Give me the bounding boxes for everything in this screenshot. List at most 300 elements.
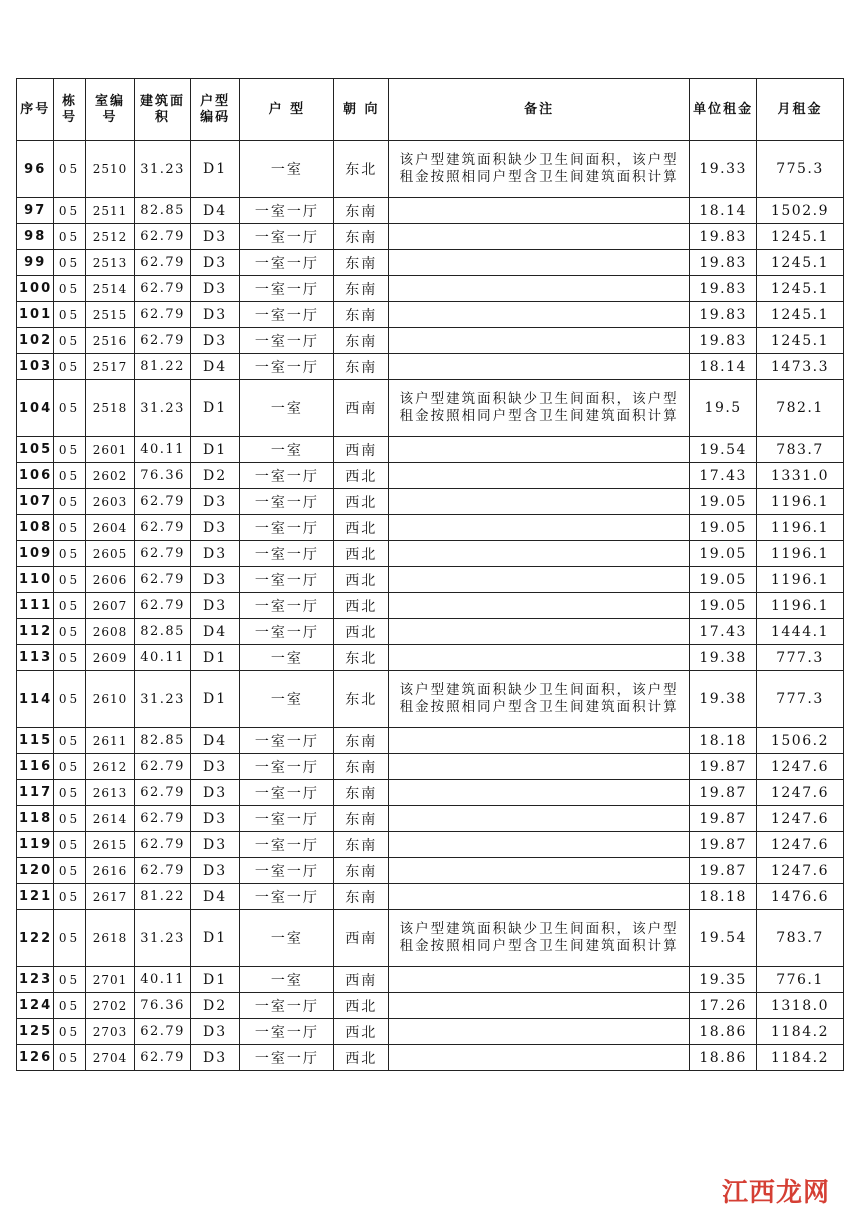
cell-room-no: 2601 [85, 437, 135, 463]
col-header-monthly-rent: 月租金 [756, 79, 843, 141]
table-row [17, 832, 844, 858]
cell-orientation: 东南 [334, 858, 389, 884]
table-row [17, 1019, 844, 1045]
table-row [17, 354, 844, 380]
cell-area: 62.79 [135, 328, 191, 354]
cell-seq: 114 [17, 671, 54, 728]
cell-room-no: 2518 [85, 380, 135, 437]
cell-unit-rent: 19.83 [690, 302, 757, 328]
cell-type: 一室 [240, 671, 334, 728]
table-row [17, 328, 844, 354]
cell-monthly-rent: 1184.2 [756, 1019, 843, 1045]
cell-unit-rent: 17.43 [690, 463, 757, 489]
table-row [17, 993, 844, 1019]
cell-building: 05 [54, 1045, 85, 1071]
cell-type-code: D3 [190, 250, 240, 276]
cell-unit-rent: 19.38 [690, 671, 757, 728]
cell-area: 62.79 [135, 780, 191, 806]
cell-orientation: 西南 [334, 967, 389, 993]
cell-seq: 112 [17, 619, 54, 645]
cell-monthly-rent: 1506.2 [756, 728, 843, 754]
cell-type-code: D1 [190, 910, 240, 967]
table-row [17, 302, 844, 328]
cell-orientation: 西北 [334, 567, 389, 593]
table-row [17, 858, 844, 884]
cell-room-no: 2605 [85, 541, 135, 567]
cell-type-code: D2 [190, 463, 240, 489]
cell-unit-rent: 18.14 [690, 354, 757, 380]
table-row [17, 463, 844, 489]
cell-orientation: 西北 [334, 593, 389, 619]
cell-monthly-rent: 1476.6 [756, 884, 843, 910]
cell-note [389, 515, 690, 541]
cell-room-no: 2511 [85, 198, 135, 224]
cell-orientation: 西北 [334, 1019, 389, 1045]
cell-note [389, 645, 690, 671]
cell-type: 一室一厅 [240, 1045, 334, 1071]
cell-seq: 106 [17, 463, 54, 489]
cell-type: 一室一厅 [240, 1019, 334, 1045]
cell-building: 05 [54, 645, 85, 671]
cell-monthly-rent: 775.3 [756, 141, 843, 198]
cell-area: 62.79 [135, 302, 191, 328]
cell-orientation: 东南 [334, 728, 389, 754]
table-row [17, 250, 844, 276]
col-header-building: 栋号 [54, 79, 85, 141]
cell-type-code: D2 [190, 993, 240, 1019]
cell-note [389, 884, 690, 910]
cell-area: 62.79 [135, 593, 191, 619]
cell-monthly-rent: 1318.0 [756, 993, 843, 1019]
cell-monthly-rent: 1502.9 [756, 198, 843, 224]
table-row [17, 567, 844, 593]
cell-unit-rent: 19.83 [690, 250, 757, 276]
cell-unit-rent: 17.26 [690, 993, 757, 1019]
cell-orientation: 西北 [334, 515, 389, 541]
col-header-area: 建筑面积 [135, 79, 191, 141]
cell-type: 一室一厅 [240, 515, 334, 541]
cell-seq: 125 [17, 1019, 54, 1045]
cell-room-no: 2701 [85, 967, 135, 993]
cell-area: 82.85 [135, 198, 191, 224]
cell-type-code: D1 [190, 671, 240, 728]
cell-unit-rent: 19.87 [690, 806, 757, 832]
cell-building: 05 [54, 354, 85, 380]
cell-orientation: 东南 [334, 302, 389, 328]
cell-room-no: 2517 [85, 354, 135, 380]
cell-area: 76.36 [135, 463, 191, 489]
cell-monthly-rent: 1331.0 [756, 463, 843, 489]
cell-note [389, 780, 690, 806]
cell-room-no: 2611 [85, 728, 135, 754]
table-row [17, 1045, 844, 1071]
cell-note: 该户型建筑面积缺少卫生间面积，该户型租金按照相同户型含卫生间建筑面积计算 [389, 141, 690, 198]
cell-seq: 107 [17, 489, 54, 515]
cell-unit-rent: 19.87 [690, 780, 757, 806]
cell-unit-rent: 19.87 [690, 858, 757, 884]
cell-note [389, 276, 690, 302]
cell-type: 一室一厅 [240, 728, 334, 754]
cell-type: 一室一厅 [240, 593, 334, 619]
cell-room-no: 2617 [85, 884, 135, 910]
cell-monthly-rent: 1473.3 [756, 354, 843, 380]
cell-type-code: D1 [190, 967, 240, 993]
table-header [17, 79, 844, 141]
cell-unit-rent: 19.05 [690, 593, 757, 619]
cell-unit-rent: 17.43 [690, 619, 757, 645]
table-row [17, 728, 844, 754]
cell-seq: 117 [17, 780, 54, 806]
cell-type: 一室一厅 [240, 619, 334, 645]
table-row [17, 593, 844, 619]
cell-orientation: 西北 [334, 463, 389, 489]
cell-area: 76.36 [135, 993, 191, 1019]
cell-note [389, 1045, 690, 1071]
cell-type-code: D3 [190, 1045, 240, 1071]
cell-monthly-rent: 1196.1 [756, 593, 843, 619]
cell-building: 05 [54, 328, 85, 354]
cell-orientation: 东南 [334, 884, 389, 910]
table-row [17, 541, 844, 567]
cell-type-code: D3 [190, 541, 240, 567]
col-header-type-code: 户型编码 [190, 79, 240, 141]
cell-building: 05 [54, 198, 85, 224]
cell-note [389, 328, 690, 354]
cell-note [389, 463, 690, 489]
cell-building: 05 [54, 993, 85, 1019]
cell-monthly-rent: 1184.2 [756, 1045, 843, 1071]
cell-room-no: 2610 [85, 671, 135, 728]
cell-type: 一室一厅 [240, 832, 334, 858]
cell-area: 62.79 [135, 754, 191, 780]
col-header-orientation: 朝 向 [334, 79, 389, 141]
cell-seq: 119 [17, 832, 54, 858]
cell-building: 05 [54, 910, 85, 967]
cell-orientation: 东北 [334, 141, 389, 198]
header-row [17, 79, 844, 141]
cell-type: 一室一厅 [240, 806, 334, 832]
cell-building: 05 [54, 671, 85, 728]
cell-type: 一室一厅 [240, 884, 334, 910]
table-row [17, 224, 844, 250]
cell-seq: 104 [17, 380, 54, 437]
col-header-room-no: 室编号 [85, 79, 135, 141]
cell-type: 一室一厅 [240, 541, 334, 567]
cell-room-no: 2514 [85, 276, 135, 302]
cell-seq: 99 [17, 250, 54, 276]
cell-unit-rent: 19.54 [690, 437, 757, 463]
cell-type: 一室一厅 [240, 993, 334, 1019]
cell-area: 62.79 [135, 250, 191, 276]
cell-note [389, 489, 690, 515]
cell-type-code: D1 [190, 141, 240, 198]
cell-room-no: 2512 [85, 224, 135, 250]
table-row [17, 141, 844, 198]
cell-note [389, 728, 690, 754]
cell-type: 一室一厅 [240, 276, 334, 302]
cell-type: 一室一厅 [240, 567, 334, 593]
cell-building: 05 [54, 567, 85, 593]
cell-building: 05 [54, 728, 85, 754]
cell-seq: 97 [17, 198, 54, 224]
cell-type: 一室一厅 [240, 198, 334, 224]
cell-area: 31.23 [135, 141, 191, 198]
cell-room-no: 2616 [85, 858, 135, 884]
cell-monthly-rent: 783.7 [756, 437, 843, 463]
cell-orientation: 东北 [334, 671, 389, 728]
cell-seq: 111 [17, 593, 54, 619]
cell-type: 一室一厅 [240, 328, 334, 354]
cell-area: 62.79 [135, 567, 191, 593]
cell-area: 62.79 [135, 806, 191, 832]
cell-room-no: 2615 [85, 832, 135, 858]
cell-orientation: 东南 [334, 198, 389, 224]
cell-room-no: 2704 [85, 1045, 135, 1071]
cell-note [389, 1019, 690, 1045]
cell-unit-rent: 19.35 [690, 967, 757, 993]
watermark-logo: 江西龙网 [721, 1178, 830, 1208]
cell-building: 05 [54, 489, 85, 515]
cell-type-code: D4 [190, 619, 240, 645]
cell-type-code: D4 [190, 884, 240, 910]
cell-type-code: D3 [190, 780, 240, 806]
table-row [17, 645, 844, 671]
cell-note [389, 832, 690, 858]
cell-room-no: 2612 [85, 754, 135, 780]
cell-type-code: D4 [190, 354, 240, 380]
cell-note [389, 619, 690, 645]
cell-building: 05 [54, 141, 85, 198]
cell-orientation: 西北 [334, 619, 389, 645]
cell-room-no: 2609 [85, 645, 135, 671]
cell-area: 62.79 [135, 1019, 191, 1045]
cell-type-code: D3 [190, 515, 240, 541]
cell-area: 40.11 [135, 967, 191, 993]
cell-orientation: 东南 [334, 328, 389, 354]
cell-area: 81.22 [135, 884, 191, 910]
table-row [17, 198, 844, 224]
cell-note [389, 806, 690, 832]
cell-monthly-rent: 1245.1 [756, 276, 843, 302]
cell-type-code: D3 [190, 806, 240, 832]
cell-seq: 116 [17, 754, 54, 780]
cell-monthly-rent: 1196.1 [756, 489, 843, 515]
cell-area: 62.79 [135, 832, 191, 858]
cell-building: 05 [54, 593, 85, 619]
cell-unit-rent: 19.83 [690, 224, 757, 250]
cell-type: 一室一厅 [240, 250, 334, 276]
cell-monthly-rent: 777.3 [756, 671, 843, 728]
cell-room-no: 2703 [85, 1019, 135, 1045]
cell-type-code: D1 [190, 645, 240, 671]
cell-type: 一室 [240, 967, 334, 993]
cell-building: 05 [54, 858, 85, 884]
cell-unit-rent: 19.05 [690, 489, 757, 515]
cell-unit-rent: 19.05 [690, 515, 757, 541]
cell-orientation: 西北 [334, 489, 389, 515]
table-body [17, 141, 844, 1071]
cell-seq: 98 [17, 224, 54, 250]
table-row [17, 276, 844, 302]
cell-building: 05 [54, 463, 85, 489]
cell-orientation: 西南 [334, 437, 389, 463]
cell-unit-rent: 18.14 [690, 198, 757, 224]
table-row [17, 671, 844, 728]
cell-note [389, 993, 690, 1019]
cell-unit-rent: 19.54 [690, 910, 757, 967]
cell-seq: 118 [17, 806, 54, 832]
cell-unit-rent: 18.18 [690, 728, 757, 754]
cell-orientation: 西南 [334, 380, 389, 437]
table-row [17, 380, 844, 437]
table-row [17, 806, 844, 832]
cell-room-no: 2513 [85, 250, 135, 276]
cell-room-no: 2516 [85, 328, 135, 354]
cell-type-code: D3 [190, 489, 240, 515]
cell-unit-rent: 19.83 [690, 328, 757, 354]
cell-orientation: 西北 [334, 993, 389, 1019]
cell-area: 31.23 [135, 671, 191, 728]
cell-monthly-rent: 783.7 [756, 910, 843, 967]
cell-note: 该户型建筑面积缺少卫生间面积，该户型租金按照相同户型含卫生间建筑面积计算 [389, 910, 690, 967]
cell-note [389, 858, 690, 884]
cell-seq: 113 [17, 645, 54, 671]
col-header-seq: 序号 [17, 79, 54, 141]
cell-building: 05 [54, 1019, 85, 1045]
cell-monthly-rent: 1245.1 [756, 302, 843, 328]
cell-monthly-rent: 782.1 [756, 380, 843, 437]
cell-type-code: D3 [190, 302, 240, 328]
cell-type: 一室一厅 [240, 754, 334, 780]
cell-unit-rent: 18.18 [690, 884, 757, 910]
col-header-unit-rent: 单位租金 [690, 79, 757, 141]
cell-orientation: 东南 [334, 250, 389, 276]
cell-type-code: D3 [190, 328, 240, 354]
cell-type-code: D3 [190, 276, 240, 302]
cell-orientation: 西北 [334, 1045, 389, 1071]
cell-monthly-rent: 1196.1 [756, 515, 843, 541]
cell-seq: 101 [17, 302, 54, 328]
cell-unit-rent: 19.5 [690, 380, 757, 437]
cell-seq: 126 [17, 1045, 54, 1071]
cell-area: 62.79 [135, 541, 191, 567]
cell-monthly-rent: 1444.1 [756, 619, 843, 645]
cell-note [389, 250, 690, 276]
cell-room-no: 2515 [85, 302, 135, 328]
cell-room-no: 2606 [85, 567, 135, 593]
cell-monthly-rent: 1196.1 [756, 541, 843, 567]
cell-type-code: D4 [190, 728, 240, 754]
cell-type-code: D3 [190, 224, 240, 250]
table-row [17, 910, 844, 967]
cell-building: 05 [54, 437, 85, 463]
cell-note [389, 541, 690, 567]
cell-area: 82.85 [135, 619, 191, 645]
cell-room-no: 2602 [85, 463, 135, 489]
cell-area: 31.23 [135, 910, 191, 967]
cell-unit-rent: 19.33 [690, 141, 757, 198]
cell-monthly-rent: 777.3 [756, 645, 843, 671]
cell-room-no: 2613 [85, 780, 135, 806]
cell-area: 62.79 [135, 858, 191, 884]
cell-unit-rent: 19.05 [690, 567, 757, 593]
cell-type: 一室一厅 [240, 302, 334, 328]
cell-type-code: D3 [190, 754, 240, 780]
cell-orientation: 西北 [334, 541, 389, 567]
cell-building: 05 [54, 884, 85, 910]
cell-type: 一室一厅 [240, 354, 334, 380]
cell-type: 一室一厅 [240, 780, 334, 806]
cell-room-no: 2702 [85, 993, 135, 1019]
table-row [17, 967, 844, 993]
col-header-note: 备注 [389, 79, 690, 141]
cell-monthly-rent: 1196.1 [756, 567, 843, 593]
cell-note [389, 354, 690, 380]
cell-building: 05 [54, 832, 85, 858]
cell-type: 一室 [240, 645, 334, 671]
rent-table [16, 78, 844, 1071]
cell-area: 62.79 [135, 276, 191, 302]
cell-note [389, 967, 690, 993]
cell-building: 05 [54, 250, 85, 276]
cell-type-code: D3 [190, 858, 240, 884]
table-row [17, 754, 844, 780]
table-row [17, 619, 844, 645]
cell-note: 该户型建筑面积缺少卫生间面积，该户型租金按照相同户型含卫生间建筑面积计算 [389, 671, 690, 728]
cell-orientation: 东南 [334, 806, 389, 832]
cell-room-no: 2603 [85, 489, 135, 515]
cell-type: 一室 [240, 910, 334, 967]
cell-seq: 120 [17, 858, 54, 884]
table-row [17, 884, 844, 910]
cell-orientation: 东南 [334, 832, 389, 858]
cell-orientation: 东南 [334, 224, 389, 250]
cell-building: 05 [54, 780, 85, 806]
cell-building: 05 [54, 515, 85, 541]
cell-area: 81.22 [135, 354, 191, 380]
cell-seq: 124 [17, 993, 54, 1019]
cell-note [389, 567, 690, 593]
cell-type-code: D3 [190, 567, 240, 593]
cell-room-no: 2607 [85, 593, 135, 619]
cell-room-no: 2608 [85, 619, 135, 645]
cell-seq: 115 [17, 728, 54, 754]
cell-building: 05 [54, 967, 85, 993]
cell-type: 一室一厅 [240, 463, 334, 489]
cell-seq: 102 [17, 328, 54, 354]
cell-orientation: 东南 [334, 276, 389, 302]
cell-monthly-rent: 1245.1 [756, 224, 843, 250]
cell-monthly-rent: 1247.6 [756, 754, 843, 780]
cell-type: 一室一厅 [240, 489, 334, 515]
cell-type-code: D4 [190, 198, 240, 224]
table-row [17, 437, 844, 463]
col-header-type: 户 型 [240, 79, 334, 141]
table-row [17, 780, 844, 806]
cell-type-code: D1 [190, 437, 240, 463]
cell-seq: 105 [17, 437, 54, 463]
cell-unit-rent: 19.83 [690, 276, 757, 302]
cell-seq: 110 [17, 567, 54, 593]
cell-monthly-rent: 1247.6 [756, 832, 843, 858]
cell-room-no: 2604 [85, 515, 135, 541]
cell-area: 62.79 [135, 224, 191, 250]
cell-note [389, 224, 690, 250]
cell-room-no: 2614 [85, 806, 135, 832]
cell-orientation: 东北 [334, 645, 389, 671]
cell-building: 05 [54, 302, 85, 328]
cell-area: 31.23 [135, 380, 191, 437]
